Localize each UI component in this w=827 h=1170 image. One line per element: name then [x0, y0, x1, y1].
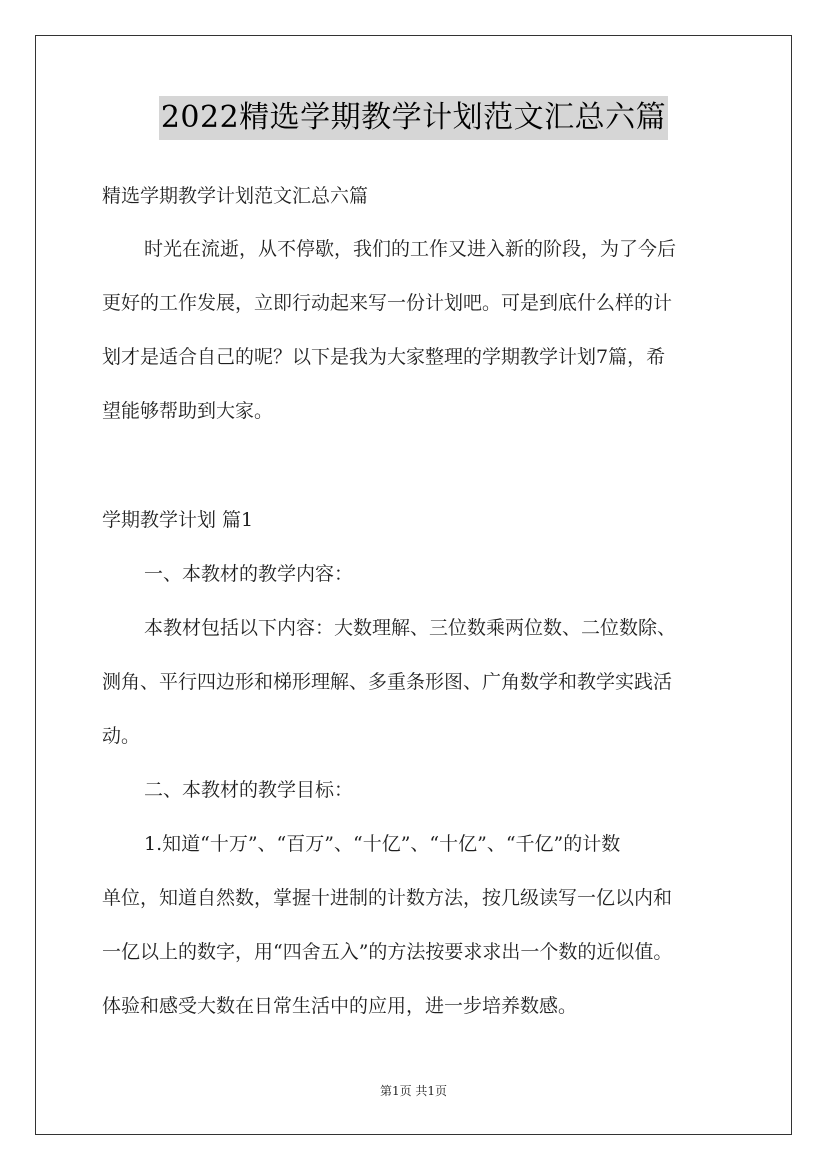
item2-line-4: 体验和感受大数在日常生活中的应用，进一步培养数感。: [102, 995, 578, 1017]
document-title: 2022精选学期教学计划范文汇总六篇: [159, 96, 668, 140]
item1-line-1: 本教材包括以下内容：大数理解、三位数乘两位数、二位数除、: [144, 617, 677, 639]
intro-line-4: 望能够帮助到大家。: [102, 400, 274, 422]
document-subtitle: 精选学期教学计划范文汇总六篇: [102, 185, 369, 207]
intro-line-3: 划才是适合自己的呢？以下是我为大家整理的学期教学计划7篇，希: [102, 346, 666, 368]
item1-line-2: 测角、平行四边形和梯形理解、多重条形图、广角数学和教学实践活: [102, 671, 673, 693]
section-heading: 学期教学计划 篇1: [102, 509, 254, 531]
intro-line-1: 时光在流逝，从不停歇，我们的工作又进入新的阶段，为了今后: [144, 238, 677, 260]
item2-heading: 二、本教材的教学目标：: [144, 779, 354, 801]
item2-line-2: 单位，知道自然数，掌握十进制的计数方法，按几级读写一亿以内和: [102, 887, 673, 909]
page-footer: 第1页 共1页: [379, 1084, 448, 1098]
item2-line-3: 一亿以上的数字，用“四舍五入”的方法按要求求出一个数的近似值。: [102, 941, 673, 963]
intro-line-2: 更好的工作发展，立即行动起来写一份计划吧。可是到底什么样的计: [102, 292, 673, 314]
item1-heading: 一、本教材的教学内容：: [144, 563, 354, 585]
item2-line-1: 1.知道“十万”、“百万”、“十亿”、“十亿”、“千亿”的计数: [144, 833, 621, 855]
item1-line-3: 动。: [102, 725, 141, 747]
title-container: [0, 96, 827, 140]
